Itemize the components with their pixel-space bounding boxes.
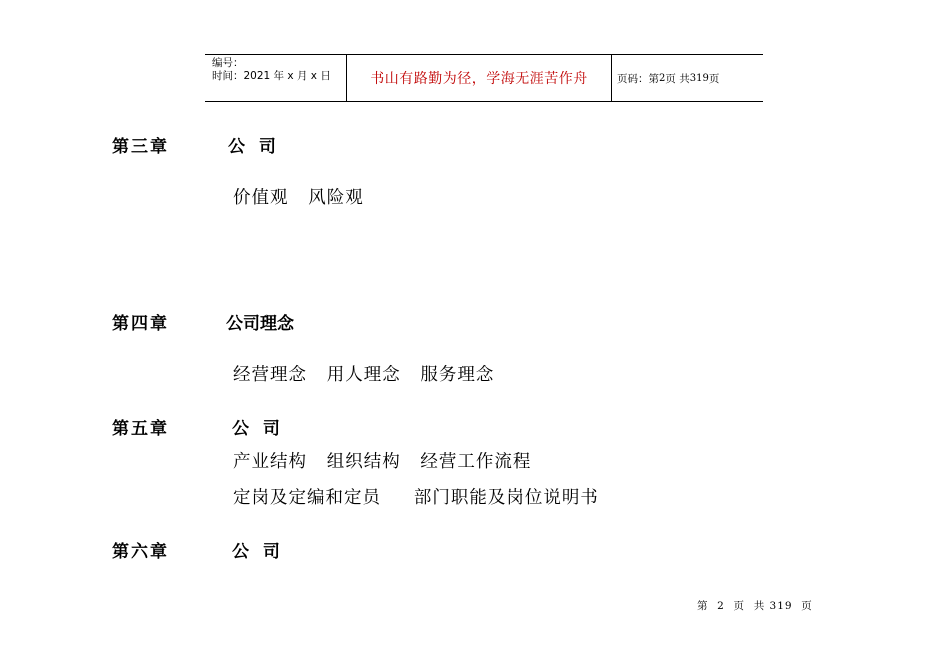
chapter-title: 公 司	[232, 542, 284, 562]
header-motto: 书山有路勤为径，学海无涯苦作舟	[347, 55, 612, 101]
chapter-title: 公 司	[228, 137, 280, 157]
chapter-label: 第四章	[112, 314, 169, 334]
header-info-cell	[205, 55, 347, 101]
header-page-info	[612, 55, 763, 101]
chapter-item: 定岗及定编和定员 部门职能及岗位说明书	[233, 488, 599, 508]
chapter-label: 第五章	[112, 419, 169, 439]
chapter-item: 价值观 风险观	[233, 188, 364, 208]
document-time-label: 时间：2021 年 x 月 x 日	[212, 70, 331, 82]
chapter-title: 公司理念	[226, 314, 294, 334]
page-total: 319	[689, 72, 709, 84]
chapter-title: 公 司	[232, 419, 284, 439]
chapter-label: 第六章	[112, 542, 169, 562]
chapter-label: 第三章	[112, 137, 169, 157]
page-footer: 第 2 页 共 319 页	[697, 600, 813, 612]
document-number-label: 编号：	[212, 57, 244, 69]
chapter-item: 经营理念 用人理念 服务理念	[233, 365, 495, 385]
page-prefix: 页码：第	[617, 72, 659, 85]
page-header	[205, 54, 763, 102]
page-mid: 页 共	[665, 72, 690, 85]
page-suffix: 页	[708, 72, 720, 85]
chapter-item: 产业结构 组织结构 经营工作流程	[233, 452, 532, 472]
page-number: 2	[659, 72, 666, 84]
